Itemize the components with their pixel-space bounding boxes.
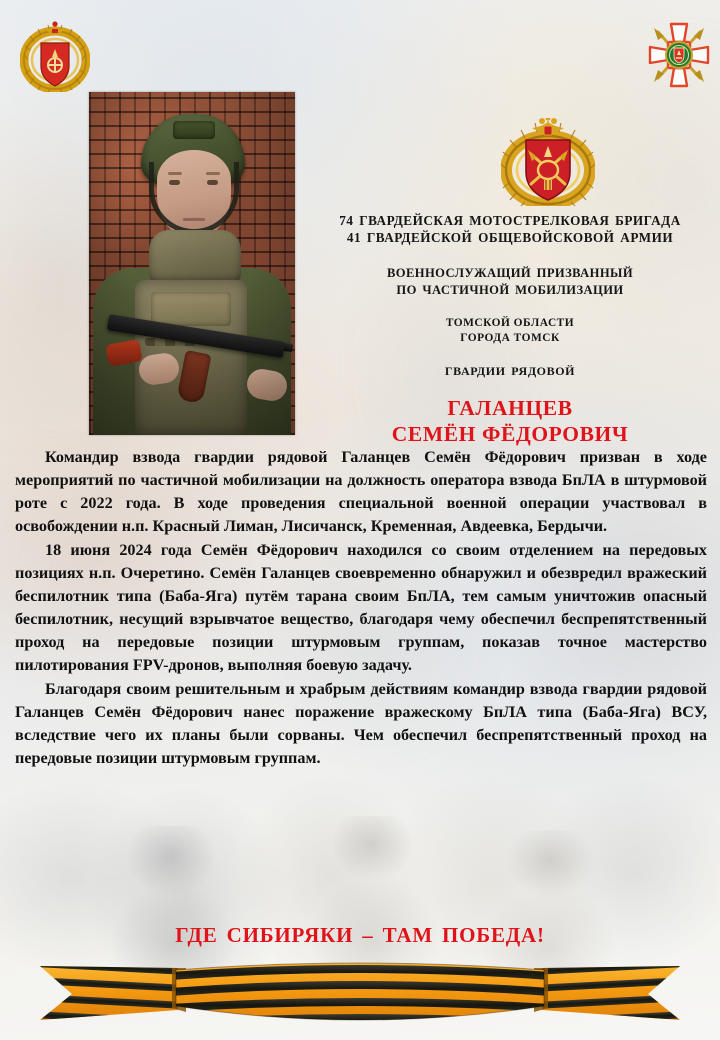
header-text-block <box>310 212 710 447</box>
service-status-line-2: ПО ЧАСТИЧНОЙ МОБИЛИЗАЦИИ <box>396 282 624 297</box>
soldier-name <box>310 395 710 447</box>
military-rank: ГВАРДИИ РЯДОВОЙ <box>444 363 576 378</box>
citation-paragraph-1: Командир взвода гвардии рядовой Галанцев Семён Фёдорович призван в ходе мероприятий по частичной мобилизации на должность оператора взвода БпЛА в штурмовой роте с 2022 года. В ходе проведения специальной военной операции участвовал в освобождении н.п. Красный Лиман, Лисичанск, Кременная, Авдеевка, Бердычи. <box>15 448 707 535</box>
unit-name-line-1: 74 ГВАРДЕЙСКАЯ МОТОСТРЕЛКОВАЯ БРИГАДА <box>339 213 681 228</box>
photo-vignette <box>89 92 295 435</box>
citation-paragraph-2: 18 июня 2024 года Семён Фёдорович находился со своим отделением на передовых позициях н.п. Очеретино. Семён Галанцев своевременно обнаружил и обезвредил вражеский беспилотник типа (Баба-Яга) путём тарана своим БпЛА, тем самым уничтожив опасный беспилотник, несущий взрывчатое вещество, благодаря чему обеспечил беспрепятственный проход на передовые позиции штурмовым группам, показав точное мастерство пилотирования FPV-дронов, выполняя боевую задачу. <box>15 541 707 674</box>
citation-paragraph-3: Благодаря своим решительным и храбрым действиям командир взвода гвардии рядовой Галанцев Семён Фёдорович нанес поражение вражескому БпЛА типа (Баба-Яга) ВСУ, вследствие чего их планы были сорваны. Чем обеспечил беспрепятственный проход на передовые позиции штурмовым группам. <box>15 680 707 767</box>
slogan-text: ГДЕ СИБИРЯКИ – ТАМ ПОБЕДА! <box>175 923 545 947</box>
unit-name-line-2: 41 ГВАРДЕЙСКОЙ ОБЩЕВОЙСКОВОЙ АРМИИ <box>346 230 674 246</box>
region-line: ТОМСКОЙ ОБЛАСТИ <box>445 316 575 329</box>
motor-rifle-brigade-emblem-icon <box>501 118 595 206</box>
soldier-surname: ГАЛАНЦЕВ <box>447 395 573 420</box>
st-george-ribbon-icon <box>0 948 720 1036</box>
soldier-firstname: СЕМЁН ФЁДОРОВИЧ <box>391 421 629 446</box>
russian-ground-forces-emblem-icon <box>20 20 90 92</box>
citation-body <box>15 446 707 771</box>
service-status-line-1: ВОЕННОСЛУЖАЩИЙ ПРИЗВАННЫЙ <box>386 265 634 280</box>
order-cross-with-swords-emblem-icon <box>646 18 712 92</box>
city-line: ГОРОДА ТОМСК <box>460 332 560 345</box>
soldier-portrait-photo <box>89 92 295 435</box>
